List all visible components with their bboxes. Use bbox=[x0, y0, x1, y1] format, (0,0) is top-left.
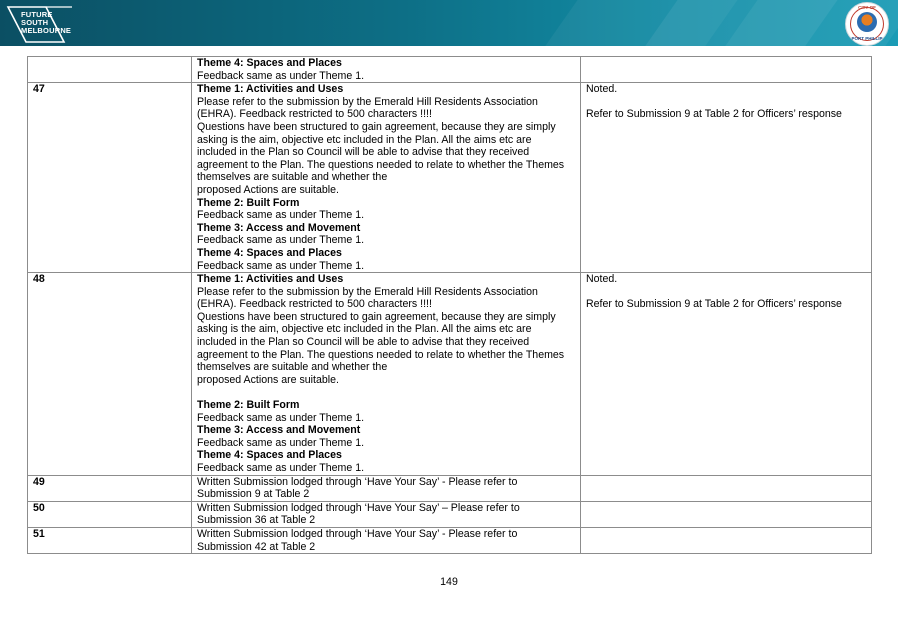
text-line: Feedback same as under Theme 1. bbox=[197, 411, 365, 424]
text-line: (EHRA). Feedback restricted to 500 characters !!!! bbox=[197, 298, 432, 311]
feedback-cell bbox=[192, 527, 581, 553]
text-line: Written Submission lodged through ‘Have Your Say’ – Please refer to bbox=[197, 501, 520, 514]
feedback-cell bbox=[192, 501, 581, 527]
theme-heading: Theme 3: Access and Movement bbox=[197, 424, 361, 437]
text-line bbox=[586, 286, 866, 299]
logo-text-line: FUTURE bbox=[21, 10, 53, 19]
text-line: themselves are suitable and whether the bbox=[197, 361, 388, 374]
text-line: Submission 9 at Table 2 bbox=[197, 488, 310, 501]
theme-heading: Theme 2: Built Form bbox=[197, 196, 300, 209]
text-line: agreement to the Plan. The questions needed to relate to whether the Themes bbox=[197, 158, 565, 171]
text-line: Feedback same as under Theme 1. bbox=[197, 234, 365, 247]
text-line bbox=[586, 96, 866, 109]
header-banner bbox=[0, 0, 898, 46]
text-line: Written Submission lodged through ‘Have Your Say’ - Please refer to bbox=[197, 475, 518, 488]
text-line: Questions have been structured to gain agreement, because they are simply bbox=[197, 310, 556, 323]
table-row bbox=[28, 475, 872, 501]
text-line: Questions have been structured to gain agreement, because they are simply bbox=[197, 120, 556, 133]
response-cell bbox=[581, 83, 872, 273]
future-south-melbourne-logo bbox=[6, 4, 76, 42]
text-line: Refer to Submission 9 at Table 2 for Officers’ response bbox=[586, 298, 842, 311]
text-line: Feedback same as under Theme 1. bbox=[197, 69, 365, 82]
submission-number: 47 bbox=[28, 83, 192, 273]
text-line: Please refer to the submission by the Emerald Hill Residents Association bbox=[197, 95, 538, 108]
text-line bbox=[197, 386, 575, 399]
text-line: Refer to Submission 9 at Table 2 for Officers’ response bbox=[586, 108, 842, 121]
text-line: Written Submission lodged through ‘Have Your Say’ - Please refer to bbox=[197, 527, 518, 540]
logo-text-line: MELBOURNE bbox=[21, 26, 72, 35]
table-row bbox=[28, 273, 872, 476]
feedback-cell bbox=[192, 57, 581, 83]
theme-heading: Theme 4: Spaces and Places bbox=[197, 57, 342, 69]
text-line: agreement to the Plan. The questions needed to relate to whether the Themes bbox=[197, 348, 565, 361]
text-line: included in the Plan so Council will be able to advise that they received bbox=[197, 336, 530, 349]
submission-number: 48 bbox=[28, 273, 192, 476]
text-line: Submission 36 at Table 2 bbox=[197, 514, 316, 527]
logo-text-line: SOUTH bbox=[21, 18, 49, 27]
theme-heading: Theme 1: Activities and Uses bbox=[197, 83, 344, 96]
city-of-port-phillip-seal bbox=[845, 2, 889, 46]
text-line: (EHRA). Feedback restricted to 500 characters !!!! bbox=[197, 108, 432, 121]
text-line: asking is the aim, objective etc included in the Plan. All the aims etc are bbox=[197, 133, 532, 146]
text-line: asking is the aim, objective etc included in the Plan. All the aims etc are bbox=[197, 323, 532, 336]
theme-heading: Theme 4: Spaces and Places bbox=[197, 449, 342, 462]
submission-number-cell bbox=[28, 57, 192, 83]
table-row bbox=[28, 501, 872, 527]
response-cell bbox=[581, 527, 872, 553]
page-number: 149 bbox=[440, 576, 458, 588]
response-cell bbox=[581, 501, 872, 527]
table-row bbox=[28, 83, 872, 273]
response-cell bbox=[581, 273, 872, 476]
text-line: themselves are suitable and whether the bbox=[197, 171, 388, 184]
text-line: proposed Actions are suitable. bbox=[197, 373, 339, 386]
text-line: Please refer to the submission by the Emerald Hill Residents Association bbox=[197, 285, 538, 298]
submission-number: 50 bbox=[28, 501, 192, 527]
theme-heading: Theme 4: Spaces and Places bbox=[197, 246, 342, 259]
feedback-cell bbox=[192, 83, 581, 273]
text-line: proposed Actions are suitable. bbox=[197, 183, 339, 196]
text-line: Feedback same as under Theme 1. bbox=[197, 259, 365, 272]
submission-number: 49 bbox=[28, 475, 192, 501]
seal-text-top: CITY OF bbox=[858, 5, 876, 10]
text-line: included in the Plan so Council will be able to advise that they received bbox=[197, 146, 530, 159]
feedback-cell bbox=[192, 475, 581, 501]
text-line: Submission 42 at Table 2 bbox=[197, 540, 316, 553]
theme-heading: Theme 1: Activities and Uses bbox=[197, 273, 344, 286]
text-line: Noted. bbox=[586, 83, 618, 96]
response-cell bbox=[581, 475, 872, 501]
table-row bbox=[28, 57, 872, 83]
text-line: Feedback same as under Theme 1. bbox=[197, 462, 365, 474]
submissions-table bbox=[27, 56, 872, 554]
theme-heading: Theme 3: Access and Movement bbox=[197, 221, 361, 234]
text-line: Noted. bbox=[586, 273, 618, 286]
table-row bbox=[28, 527, 872, 553]
text-line: Feedback same as under Theme 1. bbox=[197, 209, 365, 222]
text-line: Feedback same as under Theme 1. bbox=[197, 436, 365, 449]
seal-text-bottom: PORT PHILLIP bbox=[851, 36, 883, 41]
feedback-cell bbox=[192, 273, 581, 476]
response-cell bbox=[581, 57, 872, 83]
submission-number: 51 bbox=[28, 527, 192, 553]
theme-heading: Theme 2: Built Form bbox=[197, 399, 300, 412]
